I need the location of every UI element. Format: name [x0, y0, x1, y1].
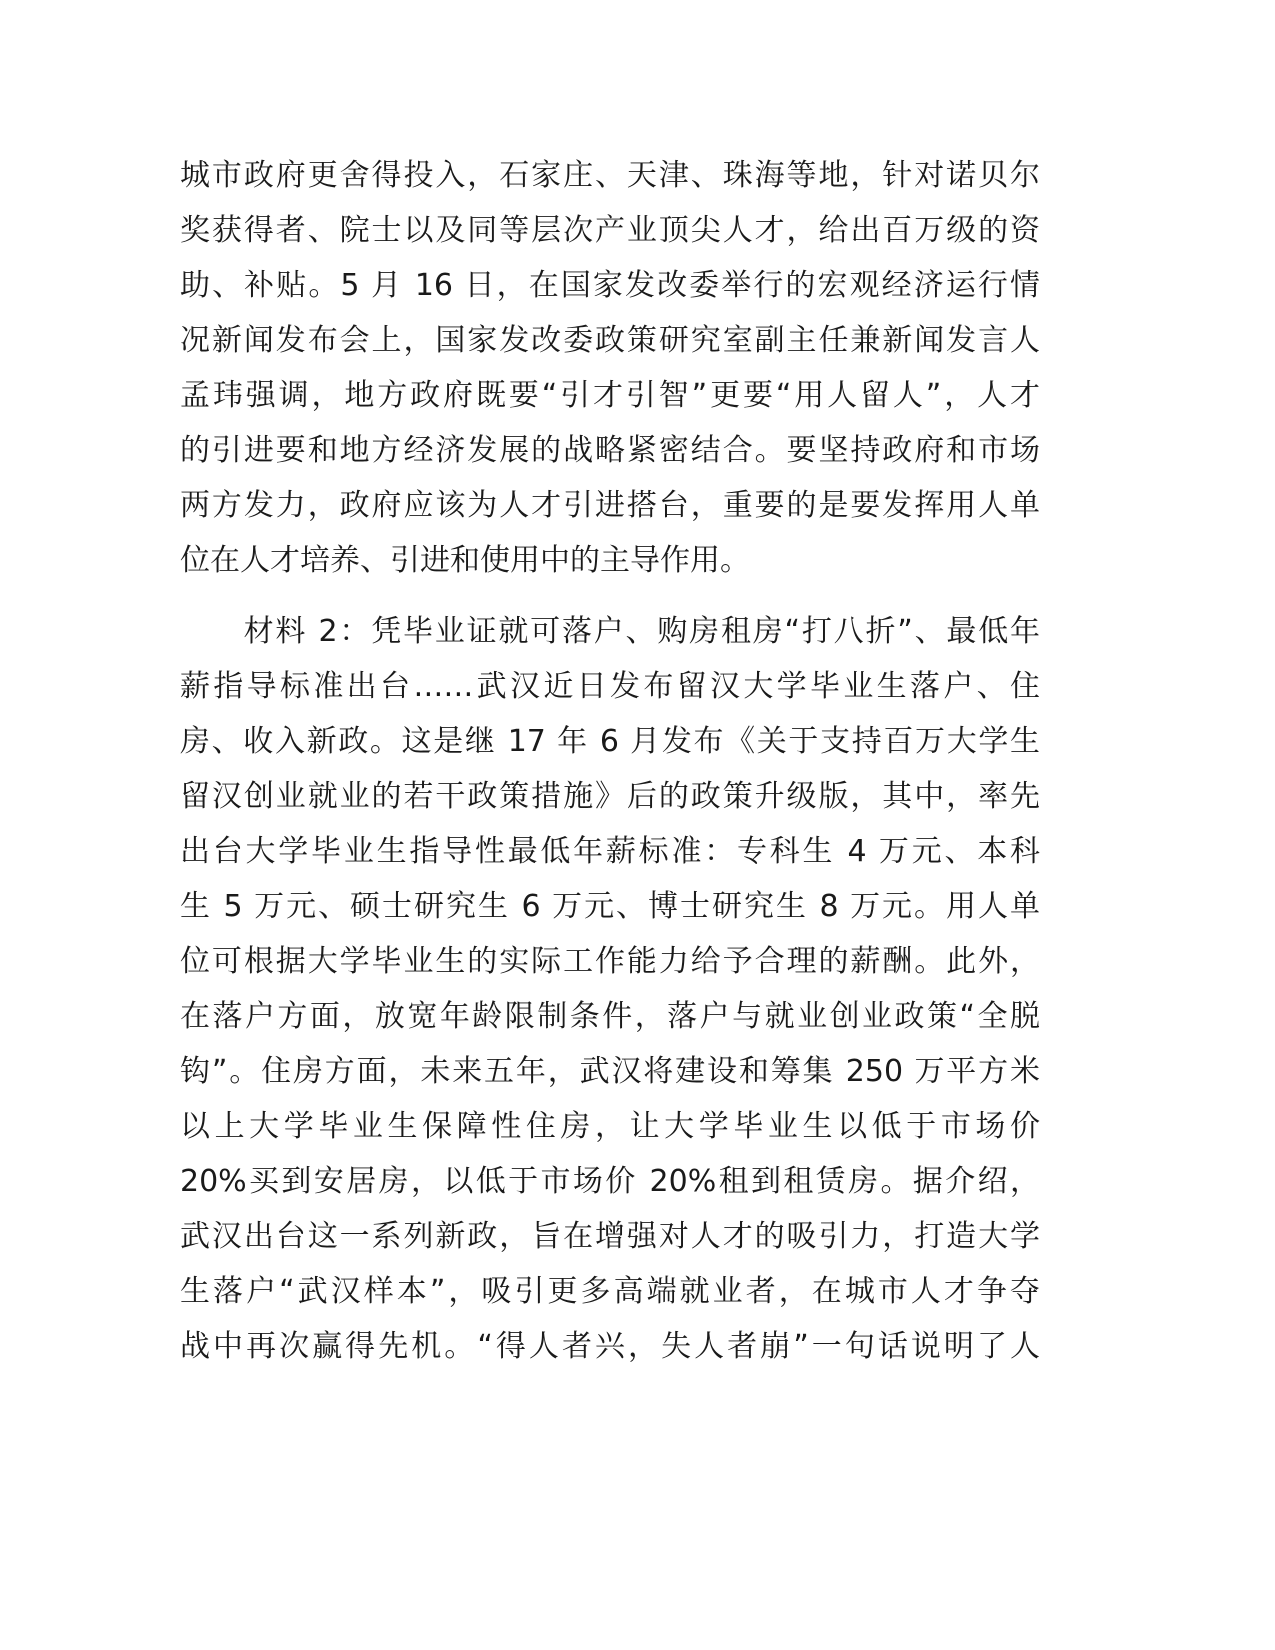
paragraph-2-line: 材料 2：凭毕业证就可落户、购房租房“打八折”、最低年	[180, 614, 1040, 649]
paragraph-1-line: 助、补贴。5 月 16 日，在国家发改委举行的宏观经济运行情	[180, 268, 1040, 303]
paragraph-1	[180, 148, 1040, 588]
paragraph-2	[180, 604, 1040, 1374]
paragraph-1-line: 两方发力，政府应该为人才引进搭台，重要的是要发挥用人单	[180, 488, 1040, 523]
paragraph-2-line: 以上大学毕业生保障性住房，让大学毕业生以低于市场价	[180, 1109, 1040, 1144]
paragraph-2-line: 在落户方面，放宽年龄限制条件，落户与就业创业政策“全脱	[180, 999, 1040, 1034]
paragraph-2-line: 钩”。住房方面，未来五年，武汉将建设和筹集 250 万平方米	[180, 1054, 1040, 1089]
paragraph-2-line: 战中再次赢得先机。“得人者兴，失人者崩”一句话说明了人	[180, 1329, 1040, 1364]
paragraph-2-line: 薪指导标准出台……武汉近日发布留汉大学毕业生落户、住	[180, 669, 1040, 704]
paragraph-2-line: 位可根据大学毕业生的实际工作能力给予合理的薪酬。此外，	[180, 944, 1040, 979]
paragraph-2-line: 20%买到安居房，以低于市场价 20%租到租赁房。据介绍，	[180, 1164, 1040, 1199]
paragraph-1-line: 况新闻发布会上，国家发改委政策研究室副主任兼新闻发言人	[180, 323, 1040, 358]
paragraph-2-line: 留汉创业就业的若干政策措施》后的政策升级版，其中，率先	[180, 779, 1040, 814]
paragraph-2-line: 武汉出台这一系列新政，旨在增强对人才的吸引力，打造大学	[180, 1219, 1040, 1254]
paragraph-2-line: 生 5 万元、硕士研究生 6 万元、博士研究生 8 万元。用人单	[180, 889, 1040, 924]
paragraph-2-line: 房、收入新政。这是继 17 年 6 月发布《关于支持百万大学生	[180, 724, 1040, 759]
paragraph-2-line: 出台大学毕业生指导性最低年薪标准：专科生 4 万元、本科	[180, 834, 1040, 869]
paragraph-1-line: 孟玮强调，地方政府既要“引才引智”更要“用人留人”，人才	[180, 378, 1040, 413]
paragraph-1-line: 的引进要和地方经济发展的战略紧密结合。要坚持政府和市场	[180, 433, 1040, 468]
paragraph-2-line: 生落户“武汉样本”，吸引更多高端就业者，在城市人才争夺	[180, 1274, 1040, 1309]
paragraph-1-line: 奖获得者、院士以及同等层次产业顶尖人才，给出百万级的资	[180, 213, 1040, 248]
paragraph-1-line: 位在人才培养、引进和使用中的主导作用。	[180, 543, 750, 578]
paragraph-1-line: 城市政府更舍得投入，石家庄、天津、珠海等地，针对诺贝尔	[180, 158, 1040, 193]
